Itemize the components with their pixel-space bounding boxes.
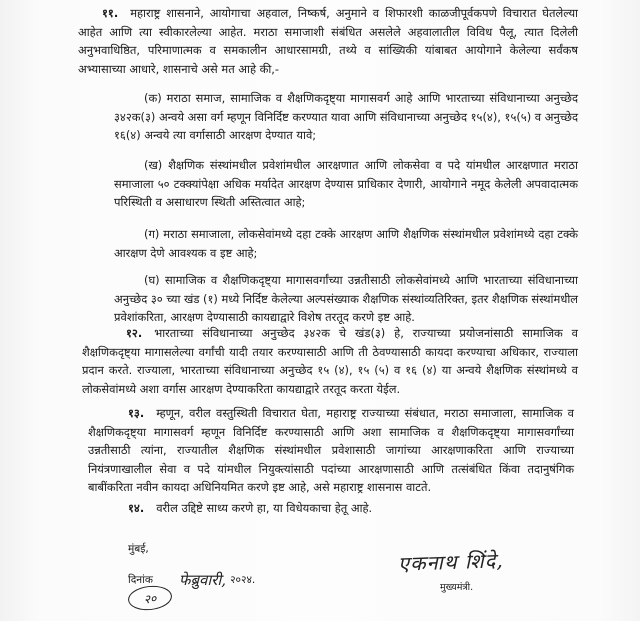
clause-gha (114, 271, 578, 327)
paragraph-text: महाराष्ट्र शासनाने, आयोगाचा अहवाल, निष्कर्ष, अनुमाने व शिफारशी काळजीपूर्वकपणे विचारात घेतलेल्या आहेत आणि त्या स्वीकारलेल्या आहेत. मराठा समाजाशी संबंधित असलेले अहवालातील विविध पैलू, त्यात दिलेली अनुभवाधिष्ठित, परिमाणात्मक व समकालीन आधारसामग्री, तथ्ये व सांख्यिकी यांबाबत आयोगाने केलेल्या सर्वंकष अभ्यासाच्या आधारे, शासनाचे असे मत आहे की,- (78, 6, 578, 76)
clause-text: मराठा समाजाला, लोकसेवांमध्ये दहा टक्के आरक्षण आणि शैक्षणिक संस्थांमधील प्रवेशांमध्ये दहा टक्के आरक्षण देणे आवश्यक व इष्ट आहे; (114, 227, 579, 260)
paragraph-14 (88, 499, 578, 518)
paragraph-text: वरील उद्दिष्टे साध्य करणे हा, या विधेयकाचा हेतू आहे. (156, 501, 373, 515)
signature: एकनाथ शिंदे, (397, 548, 505, 576)
place-label: मुंबई, (128, 543, 149, 555)
paragraph-11 (78, 4, 578, 78)
paragraph-number: १३. (128, 406, 145, 420)
clause-kha (114, 156, 578, 212)
paragraph-12 (82, 324, 578, 398)
paragraph-text: म्हणून, वरील वस्तुस्थिती विचारात घेता, महाराष्ट्र राज्याच्या संबंधात, मराठा समाजाला, सामाजिक व शैक्षणिकदृष्ट्या मागासवर्ग म्हणून विनिर्दिष्ट करण्यासाठी आणि अशा सामाजिक व शैक्षणिकदृष्ट्या मागासवर्गांच्या उन्नतीसाठी त्यांना, राज्यातील शैक्षणिक संस्थांमधील प्रवेशासाठी जागांच्या आरक्षणाकरिता आणि राज्याच्या नियंत्रणाखालील सेवा व पदे यांमधील नियुक्त्यांसाठी पदांच्या आरक्षणासाठी आणि तत्संबंधित किंवा तदानुषंगिक बाबींकरिता नवीन कायदा अधिनियमित करणे इष्ट आहे, असे महाराष्ट्र शासनास वाटते. (88, 406, 574, 495)
clause-label: (ग) (144, 227, 160, 241)
clause-ka (114, 89, 578, 145)
clause-label: (घ) (144, 273, 160, 287)
clause-ga (114, 225, 578, 262)
paragraph-13 (88, 404, 574, 497)
date-year: २०२४. (230, 574, 256, 586)
paragraph-text: भारताच्या संविधानाच्या अनुच्छेद ३४२क चे खंड(३) हे, राज्याच्या प्रयोजनांसाठी सामाजिक व शैक्षणिकदृष्ट्या मागासलेल्या वर्गांची यादी तयार करण्यासाठी आणि ती ठेवण्यासाठी कायदा करण्याचा अधिकार, राज्याला प्रदान करते. राज्याला, भारताच्या संविधानाच्या अनुच्छेद १५ (४), १५ (५) व १६ (४) या अन्वये शैक्षणिक संस्थांमध्ये व लोकसेवांमध्ये अशा वर्गास आरक्षण देण्याकरिता कायद्याद्वारे तरतूद करता येईल. (82, 326, 578, 396)
clause-text: सामाजिक व शैक्षणिकदृष्ट्या मागासवर्गांच्या उन्नतीसाठी लोकसेवांमध्ये आणि भारताच्या संविधानाच्या अनुच्छेद ३० च्या खंड (१) मध्ये निर्दिष्ट केलेल्या अल्पसंख्याक शैक्षणिक संस्थांव्यतिरिक्त, इतर शैक्षणिक संस्थांमधील प्रवेशांकरिता, आरक्षण देण्यासाठी कायद्याद्वारे विशेष तरतूद करणे इष्ट आहे. (114, 273, 579, 325)
designation: मुख्यमंत्री. (440, 582, 474, 593)
handwritten-month: फेब्रुवारी, (178, 571, 227, 589)
clause-text: मराठा समाज, सामाजिक व शैक्षणिकदृष्ट्या मागासवर्ग आहे आणि भारताच्या संविधानाच्या अनुच्छेद ३४२क(३) अन्वये असा वर्ग म्हणून विनिर्दिष्ट करण्यात यावा आणि संविधानाच्या अनुच्छेद १५(४), १५(५) व अनुच्छेद १६(४) अन्वये त्या वर्गासाठी आरक्षण देण्यात यावे; (114, 91, 578, 143)
paragraph-number: १४. (128, 501, 145, 515)
handwritten-day-circled: २० (127, 584, 173, 612)
clause-text: शैक्षणिक संस्थांमधील प्रवेशांमधील आरक्षणात आणि लोकसेवा व पदे यांमधील आरक्षणात मराठा समाजाला ५० टक्क्यांपेक्षा अधिक मर्यादेत आरक्षण देण्यास प्राधिकार देणारी, आयोगाने नमूद केलेली अपवादात्मक परिस्थिती व असाधारण स्थिती अस्तित्वात आहे; (114, 158, 578, 210)
clause-label: (ख) (144, 158, 163, 172)
paragraph-number: ११. (102, 6, 119, 20)
date-prefix: दिनांक (128, 574, 153, 586)
paragraph-number: १२. (126, 326, 143, 340)
clause-label: (क) (144, 91, 162, 105)
